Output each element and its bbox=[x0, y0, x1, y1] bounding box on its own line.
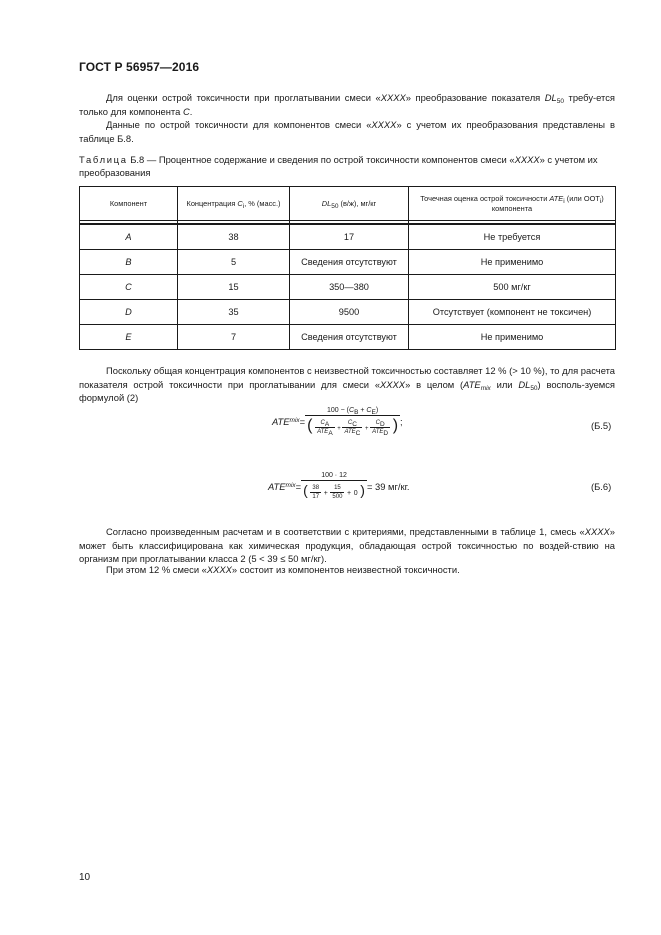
formula-intro-paragraph: Поскольку общая концентрация компонентов с неизвестной токсичностью составляет 12 % (> 10 %), то для расчета показателя острой токсичности при проглатывании для смеси «XXXX» в целом ($ATE_{mix}$ или $DL_{50}$) восполь-зуемся формулой (2) bbox=[79, 365, 615, 403]
page-number: 10 bbox=[79, 872, 91, 883]
table-row: B 5 Сведения отсутствуют Не применимо bbox=[80, 250, 616, 275]
classification-paragraph: Согласно произведенным расчетам и в соответствии с критериями, представленными в таблице 1, смесь «XXXX» может быть классифицирована как химическая продукция, обладающая острой токсичностью по воздей-ствию на организм при проглатывании класса 2 (5 < 39 ≤ 50 мг/кг). bbox=[79, 526, 615, 564]
table-row: C 15 350—380 500 мг/кг bbox=[80, 275, 616, 300]
document-header: ГОСТ Р 56957—2016 bbox=[79, 60, 200, 74]
equation-number-b5: (Б.5) bbox=[591, 420, 612, 431]
intro-paragraph: Для оценки острой токсичности при проглатывании смеси «XXXX» преобразование показателя $DL_{50}$ требу-ется только для компонента С. bbox=[79, 92, 615, 117]
table-row: D 35 9500 Отсутствует (компонент не токсичен) bbox=[80, 300, 616, 325]
unknown-toxicity-paragraph: При этом 12 % смеси «XXXX» состоит из компонентов неизвестной токсичности. bbox=[106, 564, 460, 575]
table-row: E 7 Сведения отсутствуют Не применимо bbox=[80, 325, 616, 350]
table-caption: Таблица Б.8 — Процентное содержание и сведения по острой токсичности компонентов смеси «XXXX» с учетом их преобразования bbox=[79, 154, 598, 178]
table-reference-paragraph: Данные по острой токсичности для компонентов смеси «XXXX» с учетом их преобразования представлены в таблице Б.8. bbox=[79, 119, 615, 144]
formula-b5: ATE mix = $100 - (C_B + C_E)$ ( $\frac{C_A}{ATE_A}$ + $\frac{C_C}{ATE_C}$ + $\frac{C_D}{ATE_D}$ ) ; bbox=[272, 407, 403, 438]
header-dl50: $DL_{50}$ (в/ж), мг/кг bbox=[290, 187, 409, 221]
header-ate: Точечная оценка острой токсичности $ATE_i$ (или $ООТ_i$) компонента bbox=[409, 187, 616, 221]
equation-number-b6: (Б.6) bbox=[591, 481, 612, 492]
header-concentration: Концентрация $С_i$, % (масс.) bbox=[178, 187, 290, 221]
toxicity-table bbox=[79, 186, 616, 350]
formula-b6: ATE mix = 100 · 12 ( $\frac{38}{17}$ + $\frac{15}{500}$ + 0 ) = 39 мг/кг. bbox=[268, 472, 410, 501]
header-component: Компонент bbox=[80, 187, 178, 221]
table-row: A 38 17 Не требуется bbox=[80, 224, 616, 250]
